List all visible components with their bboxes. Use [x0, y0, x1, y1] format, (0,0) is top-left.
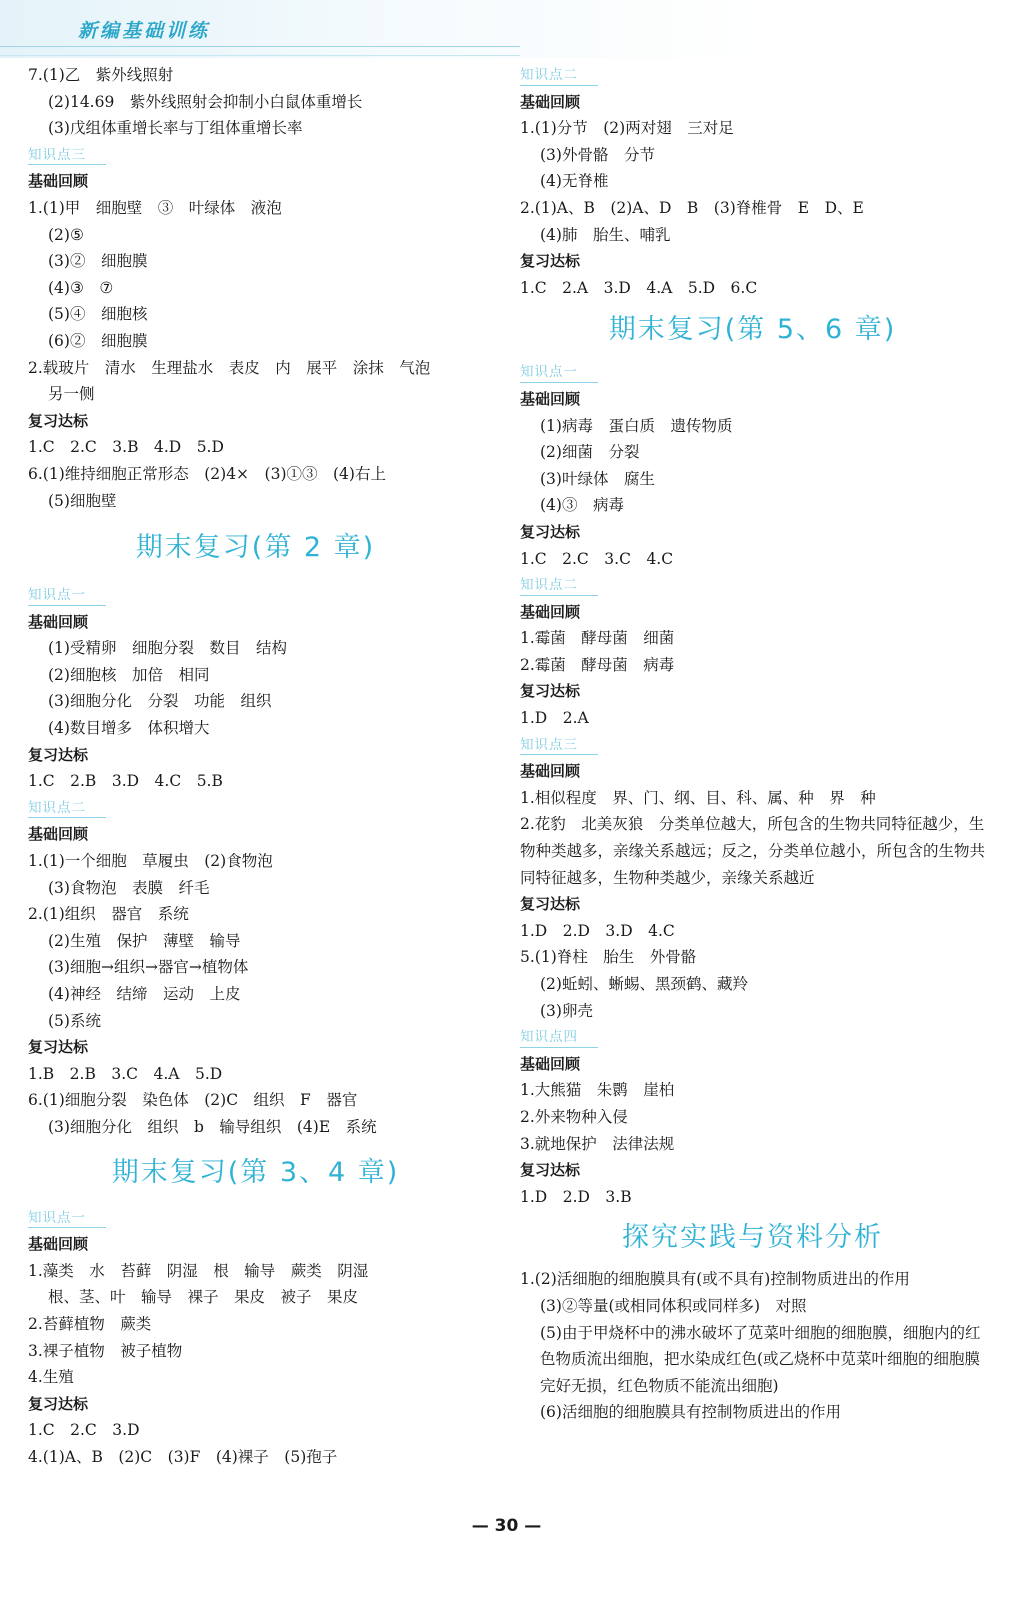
- answer-line: (4)③ 病毒: [540, 496, 624, 515]
- answer-line: (3)细胞→组织→器官→植物体: [48, 958, 249, 977]
- header-rule: [0, 46, 520, 56]
- subsection-heading: 复习达标: [28, 1038, 89, 1057]
- answer-line: 1.C 2.C 3.D: [28, 1421, 140, 1440]
- subsection-heading: 基础回顾: [520, 92, 581, 111]
- answer-line: (3)戊组体重增长率与丁组体重增长率: [48, 119, 303, 138]
- subsection-heading: 基础回顾: [520, 389, 581, 408]
- answer-line: 1.C 2.C 3.B 4.D 5.D: [28, 438, 224, 457]
- answer-line: 1.(1)甲 细胞壁 ③ 叶绿体 液泡: [28, 198, 282, 217]
- answer-line: (5)细胞壁: [48, 491, 117, 510]
- subsection-heading: 基础回顾: [520, 1054, 581, 1073]
- subsection-heading: 基础回顾: [28, 1235, 89, 1254]
- subsection-heading: 复习达标: [520, 1161, 581, 1180]
- knowledge-point-label: 知识点一: [28, 1205, 108, 1232]
- answer-line: 2.(1)组织 器官 系统: [28, 905, 189, 924]
- answer-line: 4.生殖: [28, 1368, 74, 1387]
- answer-line: (4)肺 胎生、哺乳: [540, 225, 671, 244]
- answer-line: 2.载玻片 清水 生理盐水 表皮 内 展平 涂抹 气泡: [28, 358, 431, 377]
- subsection-heading: 基础回顾: [28, 825, 89, 844]
- right-column: [520, 62, 985, 1426]
- answer-line: 1.大熊猫 朱鹮 崖柏: [520, 1081, 675, 1100]
- subsection-heading: 复习达标: [520, 895, 581, 914]
- answer-line: 1.(1)分节 (2)两对翅 三对足: [520, 119, 734, 138]
- answer-line: (2)14.69 紫外线照射会抑制小白鼠体重增长: [48, 92, 363, 111]
- subsection-heading: 复习达标: [28, 1394, 89, 1413]
- answer-line: 5.(1)脊柱 胎生 外骨骼: [520, 948, 697, 967]
- answer-line: 1.霉菌 酵母菌 细菌: [520, 629, 675, 648]
- answer-line: (3)细胞分化 分裂 功能 组织: [48, 692, 272, 711]
- knowledge-point-label: 知识点二: [520, 62, 600, 89]
- subsection-heading: 基础回顾: [28, 612, 89, 631]
- knowledge-point-label: 知识点三: [28, 142, 108, 169]
- answer-line: 2.霉菌 酵母菌 病毒: [520, 655, 675, 674]
- answer-line: (6)② 细胞膜: [48, 331, 148, 350]
- answer-line: 7.(1)乙 紫外线照射: [28, 66, 174, 84]
- subsection-heading: 基础回顾: [520, 762, 581, 781]
- subsection-heading: 基础回顾: [28, 172, 89, 191]
- answer-line: (5)系统: [48, 1011, 101, 1030]
- answer-paragraph: 2.花豹 北美灰狼 分类单位越大，所包含的生物共同特征越少，生物种类越多，亲缘关系越远；反之，分类单位越小，所包含的生物共同特征越多，生物种类越少，亲缘关系越近: [520, 815, 986, 887]
- answer-line: (2)细胞核 加倍 相同: [48, 665, 210, 684]
- section-title: 期末复习(第 5、6 章): [608, 314, 897, 346]
- answer-line: (5)④ 细胞核: [48, 305, 148, 324]
- answer-line: (2)生殖 保护 薄壁 输导: [48, 931, 241, 950]
- left-column: [28, 62, 483, 1471]
- knowledge-point-label: 知识点三: [520, 732, 600, 759]
- answer-line: 1.B 2.B 3.C 4.A 5.D: [28, 1064, 223, 1083]
- answer-line: (3)细胞分化 组织 b 输导组织 (4)E 系统: [48, 1117, 377, 1136]
- answer-line: 6.(1)细胞分裂 染色体 (2)C 组织 F 器官: [28, 1091, 358, 1110]
- answer-line: 2.(1)A、B (2)A、D B (3)脊椎骨 E D、E: [520, 198, 864, 217]
- page-number: — 30 —: [471, 1516, 542, 1536]
- answer-line: (2)蚯蚓、蜥蜴、黑颈鹤、藏羚: [540, 975, 748, 993]
- answer-line: 3.就地保护 法律法规: [520, 1134, 675, 1153]
- answer-line: 另一侧: [48, 385, 95, 404]
- subsection-heading: 复习达标: [520, 682, 581, 701]
- answer-line: 根、茎、叶 输导 裸子 果皮 被子 果皮: [48, 1288, 359, 1307]
- answer-line: 1.D 2.A: [520, 709, 589, 728]
- book-title: 新编基础训练: [78, 20, 211, 42]
- subsection-heading: 复习达标: [28, 411, 89, 430]
- subsection-heading: 复习达标: [520, 252, 581, 271]
- answer-line: 1.C 2.A 3.D 4.A 5.D 6.C: [520, 278, 758, 297]
- answer-line: (4)数目增多 体积增大: [48, 719, 210, 738]
- answer-line: 6.(1)维持细胞正常形态 (2)4× (3)①③ (4)右上: [28, 464, 386, 483]
- answer-line: 1.D 2.D 3.D 4.C: [520, 921, 675, 940]
- answer-line: 1.藻类 水 苔藓 阴湿 根 输导 蕨类 阴湿: [28, 1261, 369, 1280]
- answer-line: (3)外骨骼 分节: [540, 145, 655, 164]
- answer-line: 4.(1)A、B (2)C (3)F (4)裸子 (5)孢子: [28, 1447, 338, 1466]
- knowledge-point-label: 知识点四: [520, 1024, 600, 1051]
- answer-line: (3)② 细胞膜: [48, 252, 148, 271]
- answer-line: (3)叶绿体 腐生: [540, 469, 655, 488]
- answer-line: 2.外来物种入侵: [520, 1107, 628, 1126]
- answer-line: 1.C 2.B 3.D 4.C 5.B: [28, 772, 223, 791]
- answer-line: 3.裸子植物 被子植物: [28, 1341, 183, 1360]
- answer-line: (4)③ ⑦: [48, 278, 114, 297]
- answer-line: (4)无脊椎: [540, 172, 609, 191]
- answer-line: (2)细菌 分裂: [540, 443, 640, 462]
- subsection-heading: 复习达标: [520, 522, 581, 541]
- section-title: 期末复习(第 3、4 章): [111, 1156, 400, 1188]
- answer-line: (3)②等量(或相同体积或同样多) 对照: [540, 1296, 807, 1315]
- answer-line: 1.相似程度 界、门、纲、目、科、属、种 界 种: [520, 788, 876, 807]
- answer-line: (4)神经 结缔 运动 上皮: [48, 985, 241, 1003]
- answer-paragraph: (5)由于甲烧杯中的沸水破坏了苋菜叶细胞的细胞膜，细胞内的红色物质流出细胞，把水染成红色(或乙烧杯中苋菜叶细胞的细胞膜完好无损，红色物质不能流出细胞): [540, 1323, 981, 1395]
- answer-line: (3)卵壳: [540, 1001, 593, 1020]
- knowledge-point-label: 知识点一: [520, 359, 600, 386]
- answer-line: 1.(1)一个细胞 草履虫 (2)食物泡: [28, 852, 273, 871]
- answer-line: (1)受精卵 细胞分裂 数目 结构: [48, 639, 287, 658]
- answer-line: 2.苔藓植物 蕨类: [28, 1314, 152, 1333]
- subsection-heading: 复习达标: [28, 745, 89, 764]
- section-title: 期末复习(第 2 章): [135, 532, 376, 564]
- answer-line: 1.C 2.C 3.C 4.C: [520, 549, 674, 568]
- answer-line: (6)活细胞的细胞膜具有控制物质进出的作用: [540, 1403, 841, 1422]
- knowledge-point-label: 知识点二: [28, 795, 108, 822]
- answer-line: 1.(2)活细胞的细胞膜具有(或不具有)控制物质进出的作用: [520, 1270, 910, 1289]
- knowledge-point-label: 知识点二: [520, 572, 600, 599]
- answer-line: 1.D 2.D 3.B: [520, 1187, 632, 1206]
- answer-line: (3)食物泡 表膜 纤毛: [48, 878, 210, 897]
- answer-line: (2)⑤: [48, 225, 84, 244]
- knowledge-point-label: 知识点一: [28, 582, 108, 609]
- section-title: 探究实践与资料分析: [622, 1222, 883, 1254]
- subsection-heading: 基础回顾: [520, 602, 581, 621]
- answer-line: (1)病毒 蛋白质 遗传物质: [540, 416, 733, 435]
